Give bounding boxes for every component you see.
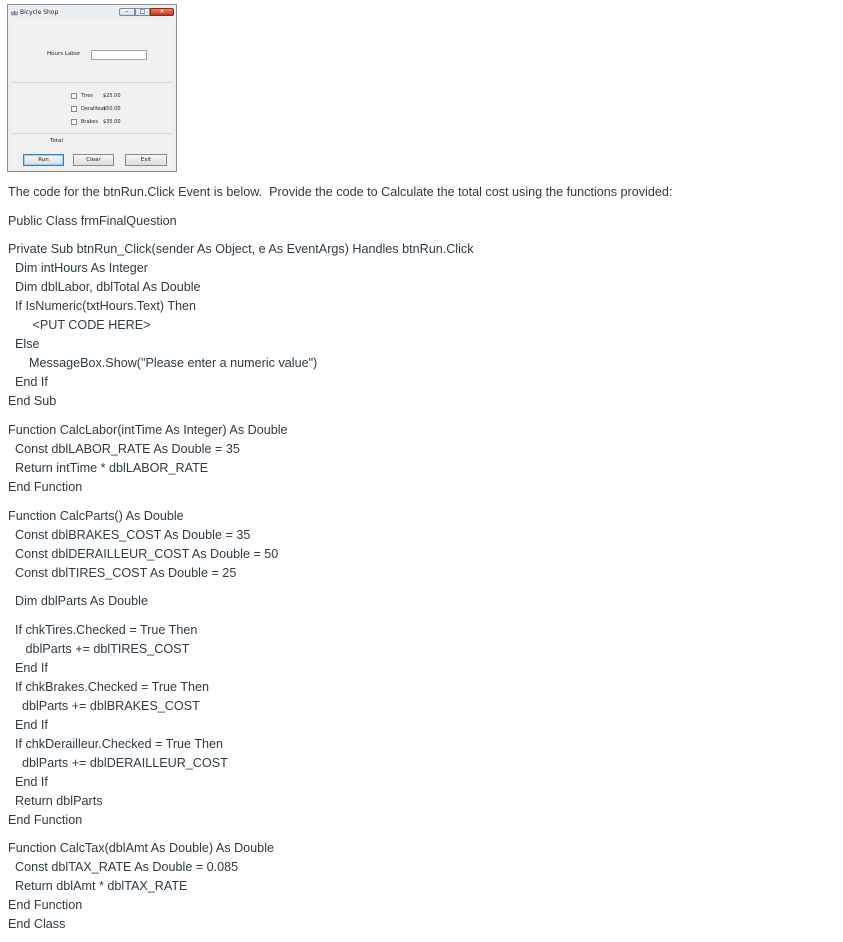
derailleur-price: $50.00 bbox=[103, 106, 121, 112]
window-title: Bicycle Shop bbox=[20, 9, 59, 16]
code-line: Else bbox=[8, 337, 40, 351]
code-line: End Class bbox=[8, 917, 66, 931]
code-line: If chkDerailleur.Checked = True Then bbox=[8, 737, 224, 751]
run-button[interactable]: Run bbox=[23, 154, 64, 166]
maximize-button[interactable] bbox=[135, 8, 150, 16]
class-declaration: Public Class frmFinalQuestion bbox=[8, 214, 177, 228]
exit-button[interactable]: Exit bbox=[125, 154, 167, 166]
code-line: If chkTires.Checked = True Then bbox=[8, 623, 198, 637]
code-line: dblParts += dblDERAILLEUR_COST bbox=[8, 756, 228, 770]
code-line: Const dblLABOR_RATE As Double = 35 bbox=[8, 442, 240, 456]
form-client-area bbox=[10, 18, 174, 170]
code-line: End If bbox=[8, 775, 48, 789]
code-placeholder: <PUT CODE HERE> bbox=[8, 318, 151, 332]
brakes-label: Brakes bbox=[81, 119, 98, 125]
code-line: Return dblAmt * dblTAX_RATE bbox=[8, 879, 188, 893]
code-line: Const dblTIRES_COST As Double = 25 bbox=[8, 566, 237, 580]
brakes-checkbox[interactable] bbox=[71, 119, 77, 125]
derailleur-checkbox[interactable] bbox=[71, 106, 77, 112]
code-line: Dim dblParts As Double bbox=[8, 594, 148, 608]
code-line: Dim intHours As Integer bbox=[8, 261, 148, 275]
code-line: End Function bbox=[8, 898, 83, 912]
tires-label: Tires bbox=[81, 93, 93, 99]
code-line: Const dblDERAILLEUR_COST As Double = 50 bbox=[8, 547, 279, 561]
code-line: Function CalcLabor(intTime As Integer) As Double bbox=[8, 423, 288, 437]
bicycle-icon bbox=[11, 9, 17, 15]
code-line: dblParts += dblBRAKES_COST bbox=[8, 699, 200, 713]
code-line: End If bbox=[8, 661, 48, 675]
maximize-icon: □ bbox=[139, 8, 146, 15]
code-line: Function CalcTax(dblAmt As Double) As Double bbox=[8, 841, 274, 855]
brakes-checkbox-row[interactable] bbox=[71, 118, 121, 126]
code-line: If chkBrakes.Checked = True Then bbox=[8, 680, 210, 694]
derailleur-checkbox-row[interactable] bbox=[71, 105, 121, 113]
window-title-bar bbox=[10, 7, 174, 18]
code-line: End If bbox=[8, 375, 48, 389]
code-line: Return dblParts bbox=[8, 794, 103, 808]
tires-price: $25.00 bbox=[103, 93, 121, 99]
code-line: Function CalcParts() As Double bbox=[8, 509, 184, 523]
code-line: Private Sub btnRun_Click(sender As Object, e As EventArgs) Handles btnRun.Click bbox=[8, 242, 474, 256]
code-line: Return intTime * dblLABOR_RATE bbox=[8, 461, 209, 475]
derailleur-label: Derailleur bbox=[81, 106, 106, 112]
code-line: End Function bbox=[8, 480, 83, 494]
code-line: End If bbox=[8, 718, 48, 732]
close-button[interactable] bbox=[150, 8, 174, 16]
code-line: Dim dblLabor, dblTotal As Double bbox=[8, 280, 201, 294]
hours-input[interactable] bbox=[91, 50, 147, 60]
tires-checkbox[interactable] bbox=[71, 93, 77, 99]
minimize-icon: – bbox=[125, 8, 129, 15]
tires-checkbox-row[interactable] bbox=[71, 92, 121, 100]
group-divider-bottom bbox=[12, 133, 172, 134]
group-divider-top bbox=[12, 82, 172, 83]
question-prompt: The code for the btnRun.Click Event is below. Provide the code to Calculate the total cost using the functions provided: bbox=[8, 185, 673, 199]
bicycle-shop-window bbox=[7, 4, 177, 172]
clear-button[interactable]: Clear bbox=[73, 154, 114, 166]
code-line: Const dblBRAKES_COST As Double = 35 bbox=[8, 528, 251, 542]
hours-labor-label: Hours Labor bbox=[47, 51, 81, 57]
code-line: MessageBox.Show("Please enter a numeric value") bbox=[8, 356, 318, 370]
minimize-button[interactable] bbox=[119, 8, 135, 16]
brakes-price: $35.00 bbox=[103, 119, 121, 125]
code-line: Const dblTAX_RATE As Double = 0.085 bbox=[8, 860, 239, 874]
code-line: End Function bbox=[8, 813, 83, 827]
total-label: Total bbox=[50, 138, 63, 144]
code-line: If IsNumeric(txtHours.Text) Then bbox=[8, 299, 197, 313]
close-icon: ✕ bbox=[159, 8, 165, 15]
code-line: End Sub bbox=[8, 394, 57, 408]
code-line: dblParts += dblTIRES_COST bbox=[8, 642, 190, 656]
